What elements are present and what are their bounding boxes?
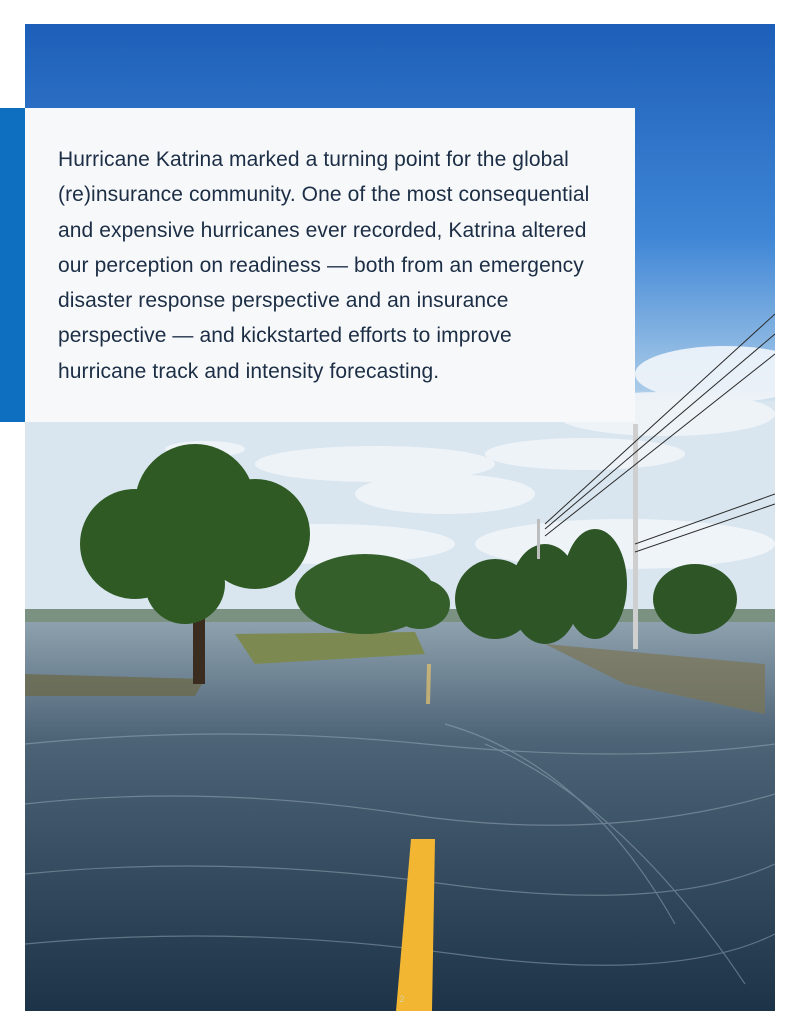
page-number: 2 — [399, 994, 405, 1004]
intro-paragraph: Hurricane Katrina marked a turning point for the global (re)insurance community. One of the most consequential and expensive hurricanes ever recorded, Katrina altered our perception on readiness — both from an emergency disaster response perspective and an insurance perspective — and kickstarted efforts to improve hurricane track and intensity forecasting. — [58, 148, 590, 383]
accent-bar — [0, 108, 25, 422]
intro-text-card — [25, 108, 635, 422]
